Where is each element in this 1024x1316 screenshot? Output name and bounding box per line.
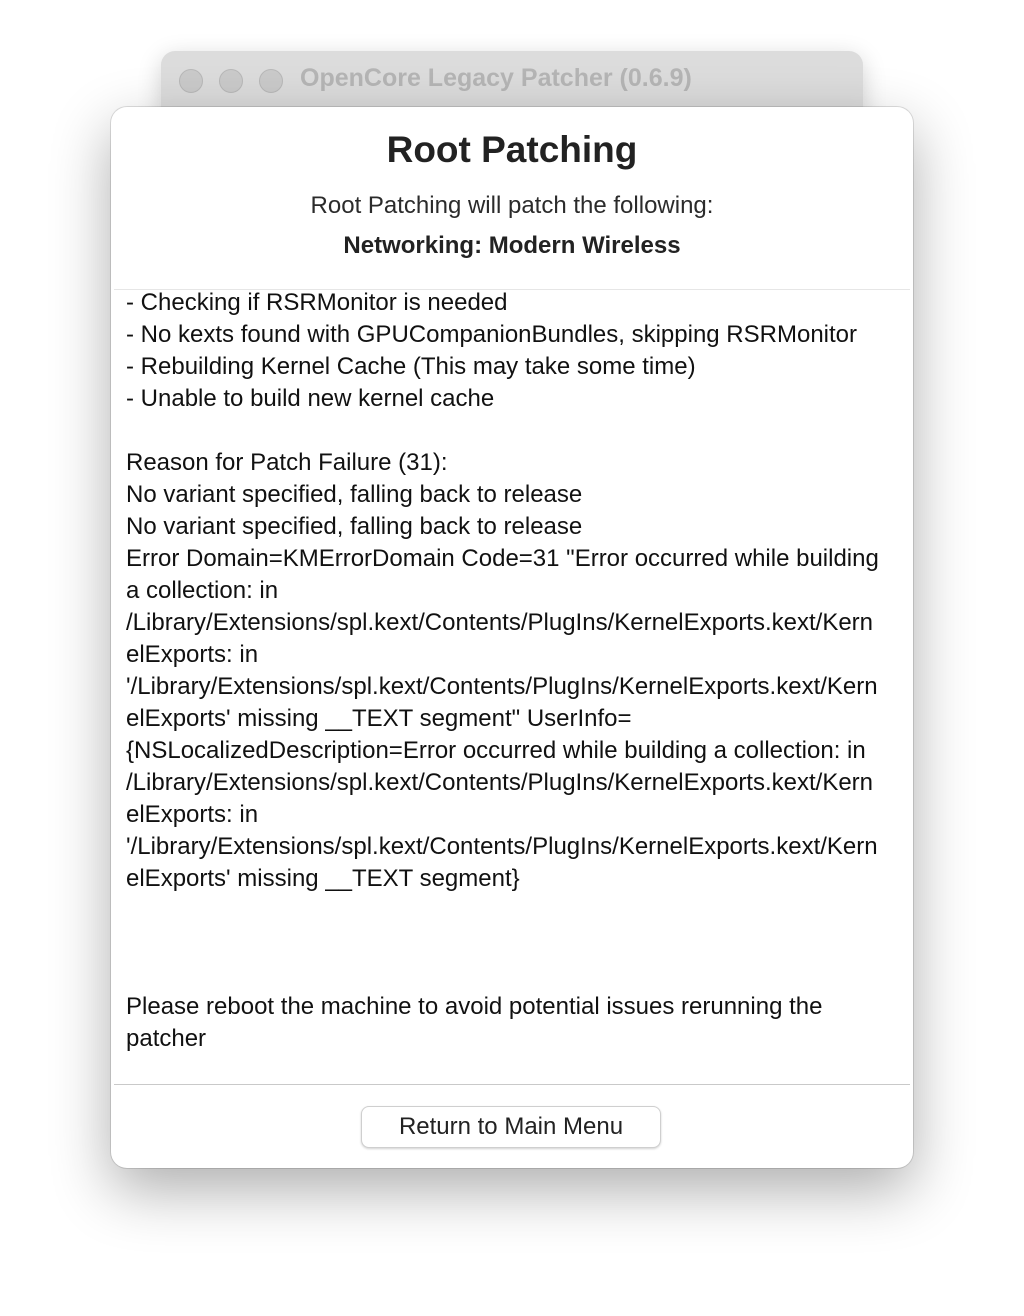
zoom-window-button[interactable] [259, 69, 283, 93]
close-window-button[interactable] [179, 69, 203, 93]
window-title: OpenCore Legacy Patcher (0.6.9) [300, 64, 692, 92]
minimize-window-button[interactable] [219, 69, 243, 93]
window-controls [179, 69, 283, 93]
patch-log-scroll-area[interactable] [114, 289, 910, 1085]
patch-log-text: - Checking if RSRMonitor is needed - No kexts found with GPUCompanionBundles, skipping RSRMonitor - Rebuilding Kernel Cache (This may take some time) - Unable to build new kernel cache Reason for Patch Failure (31): No variant specified, falling back to release No variant specified, falling back to release Error Domain=KMErrorDomain Code=31 "Error occurred while building a collection: in /Library/Extensions/spl.kext/Contents/PlugIns/KernelExports.kext/KernelExports: in '/Library/Extensions/spl.kext/Contents/PlugIns/KernelExports.kext/KernelExports' missing __TEXT segment" UserInfo={NSLocalizedDescription=Error occurred while building a collection: in /Library/Extensions/spl.kext/Contents/PlugIns/KernelExports.kext/KernelExports: in '/Library/Extensions/spl.kext/Contents/PlugIns/KernelExports.kext/KernelExports' missing __TEXT segment} Please reboot the machine to avoid potential issues rerunning the patcher [126, 289, 879, 1052]
dialog-title: Root Patching [386, 129, 638, 170]
patch-item-label: Networking: Modern Wireless [343, 232, 681, 259]
return-to-main-menu-button[interactable]: Return to Main Menu [361, 1106, 661, 1148]
root-patching-dialog [111, 107, 913, 1168]
dialog-subtitle: Root Patching will patch the following: [310, 192, 714, 219]
